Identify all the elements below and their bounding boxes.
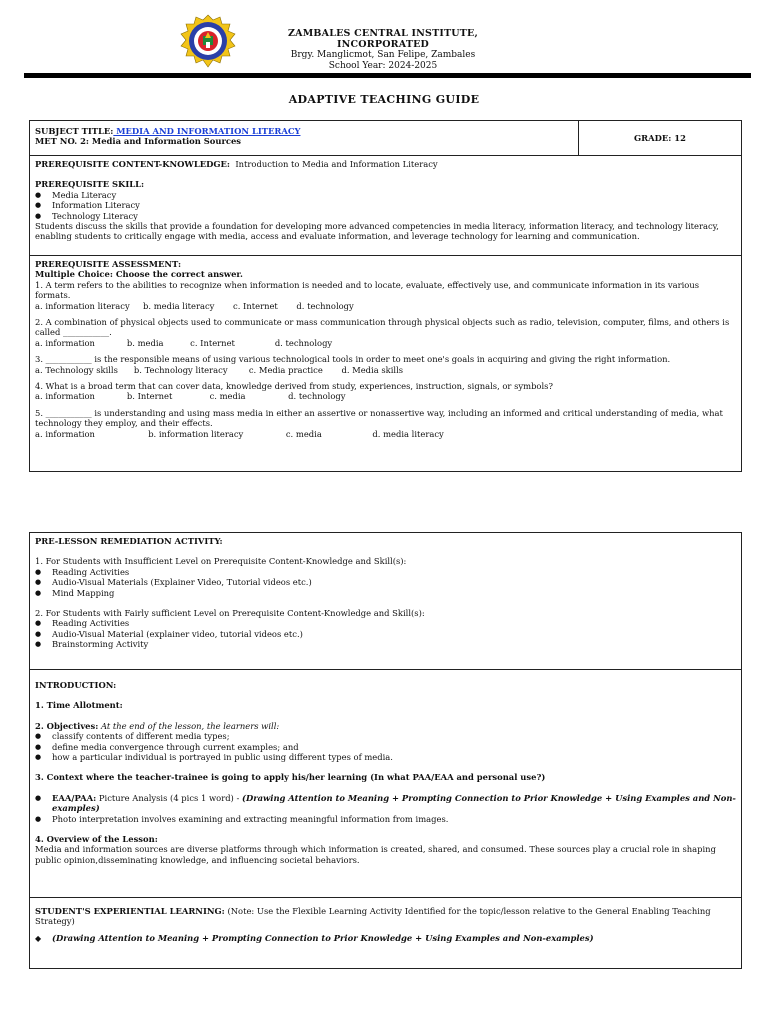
school-year: School Year: 2024-2025 [328,61,438,71]
document-header [0,0,768,80]
list-item: ● Brainstorming Activity [35,639,736,649]
grade-cell: GRADE: 12 [634,132,686,143]
prerequisite-skill-label: PREREQUISITE SKILL: [35,179,145,190]
context-list [35,793,736,824]
school-name: ZAMBALES CENTRAL INSTITUTE, INCORPORATED [288,28,478,50]
experiential-label: STUDENT'S EXPERIENTIAL LEARNING: [35,906,225,916]
overview-text: Media and information sources are diverse platforms through which information is created, shared, and consumed. These sources play a crucial role in shaping public opinion,disseminating knowledge, and influencing societal behaviors. [35,844,716,865]
page-title: ADAPTIVE TEACHING GUIDE [288,93,480,106]
skill-list [35,190,736,221]
experiential-learning-section [30,898,741,946]
subject-title-link[interactable]: MEDIA AND INFORMATION LITERACY [113,126,301,136]
content-knowledge-label: PREREQUISITE CONTENT-KNOWLEDGE: [35,159,231,169]
objectives-label: 2. Objectives: [35,720,99,731]
remediation-group-1-list [35,567,736,598]
eaa-strategy: (Drawing Attention to Meaning + Prompting Connection to Prior Knowledge + Using Examples and Non-examples) [52,792,736,814]
prerequisite-knowledge-section [30,156,741,256]
introduction-label: INTRODUCTION: [35,680,117,690]
question-2: 2. A combination of physical objects used to communicate or mass communication through physical objects such as radio, television, computer, films, and others is called ___________. [35,317,730,338]
question-2-choices: a. information b. media c. Internet d. technology [35,337,333,348]
list-item: ● Audio-Visual Material (explainer video, tutorial videos etc.) [35,629,736,639]
remediation-group-1-title: 1. For Students with Insufficient Level on Prerequisite Content-Knowledge and Skill(s): [35,556,407,567]
question-5: 5. ___________ is understanding and using mass media in either an assertive or nonassertive way, including an informed and critical understanding of media, what technology they employ, and their effects. [35,407,723,429]
assessment-instruction: Multiple Choice: Choose the correct answer. [35,269,243,280]
list-item: ● classify contents of different media types; [35,731,736,741]
list-item: ● Information Literacy [35,200,736,210]
list-item: ● define media convergence through current examples; and [35,742,736,752]
subject-row [30,121,741,156]
list-item: ● Technology Literacy [35,211,736,221]
remediation-section [30,533,741,670]
eaa-label: EAA/PAA: [52,792,97,803]
list-item: ● Reading Activities [35,567,736,577]
overview-label: 4. Overview of the Lesson: [35,834,158,845]
introduction-section [30,670,741,898]
remediation-group-2-list [35,618,736,649]
objectives-lead: At the end of the lesson, the learners will: [98,720,280,731]
prerequisite-assessment-section [30,256,741,442]
question-1-choices: a. information literacy b. media literacy c. Internet d. technology [35,300,354,311]
skill-description: Students discuss the skills that provide a foundation for developing more advanced competencies in media literacy, information literacy, and technology literacy, enabling students to critically engage with media, access and evaluate information, and leverage technology for learning and communication. [35,221,719,242]
subject-title-label: SUBJECT TITLE: [35,126,114,136]
question-5-choices: a. information b. information literacy c. media d. media literacy [35,428,444,439]
school-seal-logo [173,14,243,70]
met-number: MET NO. 2: Media and Information Sources [35,136,242,147]
prerequisite-table [29,120,742,472]
question-4-choices: a. information b. Internet c. media d. technology [35,391,346,402]
remediation-label: PRE-LESSON REMEDIATION ACTIVITY: [35,536,223,546]
context-heading: 3. Context where the teacher-trainee is going to apply his/her learning (In what PAA/EAA and personal use?) [35,772,546,783]
list-item: ● Mind Mapping [35,588,736,598]
objectives-list [35,731,736,762]
experiential-list [35,933,736,943]
content-knowledge-value: Introduction to Media and Information Literacy [235,159,438,169]
eaa-text: Picture Analysis (4 pics 1 word) - [96,792,242,803]
list-item: ● Media Literacy [35,190,736,200]
question-4: 4. What is a broad term that can cover data, knowledge derived from study, experiences, instruction, signals, or symbols? [35,381,553,392]
list-item: ● Photo interpretation involves examining and extracting meaningful information from images. [35,814,736,824]
question-1: 1. A term refers to the abilities to recognize when information is needed and to locate, evaluate, effectively use, and communicate information in its various formats. [35,279,700,301]
subject-cell [30,121,579,155]
list-item: ● Reading Activities [35,618,736,628]
list-item: ◆ (Drawing Attention to Meaning + Prompting Connection to Prior Knowledge + Using Examples and Non-examples) [35,933,736,943]
header-divider [24,73,751,78]
school-info [252,28,514,72]
school-address: Brgy. Manglicmot, San Felipe, Zambales [290,50,476,60]
experiential-note: (Note: Use the Flexible Learning Activity Identified for the topic/lesson relative to the General Enabling Teaching Strategy) [35,906,711,927]
time-allotment: 1. Time Allotment: [35,700,123,711]
lesson-table [29,532,742,969]
question-3: 3. ___________ is the responsible means of using various technological tools in order to meet one's goals in acquiring and giving the right information. [35,354,671,365]
assessment-label: PREREQUISITE ASSESSMENT: [35,259,182,269]
remediation-group-2-title: 2. For Students with Fairly sufficient Level on Prerequisite Content-Knowledge and Skill(s): [35,608,425,619]
question-3-choices: a. Technology skills b. Technology literacy c. Media practice d. Media skills [35,364,404,375]
list-item [35,793,736,814]
list-item: ● Audio-Visual Materials (Explainer Video, Tutorial videos etc.) [35,577,736,587]
list-item: ● how a particular individual is portrayed in public using different types of media. [35,752,736,762]
